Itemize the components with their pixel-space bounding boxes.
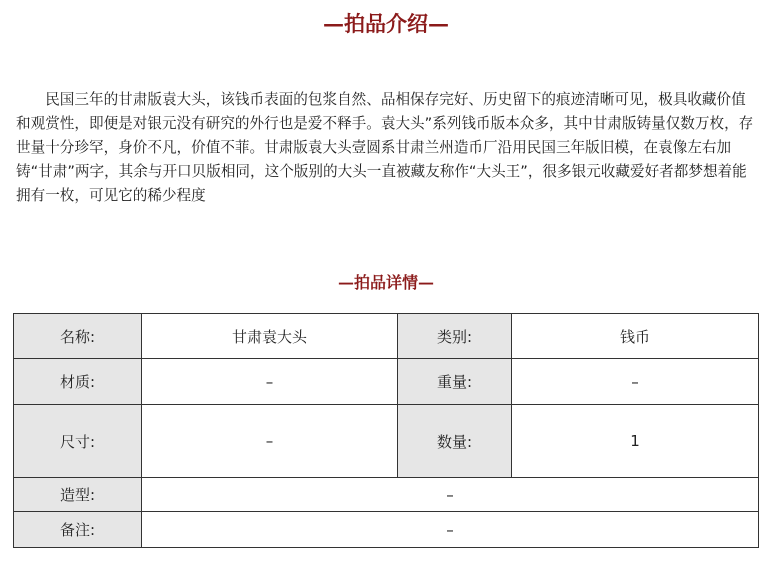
notes-label: 备注: — [14, 512, 142, 548]
shape-value: – — [142, 478, 759, 512]
weight-label: 重量: — [398, 359, 512, 405]
table-row — [14, 359, 759, 405]
quantity-label: 数量: — [398, 405, 512, 478]
size-value: – — [142, 405, 398, 478]
details-section-title: —拍品详情— — [337, 273, 434, 292]
table-row — [14, 314, 759, 359]
material-value: – — [142, 359, 398, 405]
category-value: 钱币 — [512, 314, 759, 359]
table-row — [14, 512, 759, 548]
intro-section-title: —拍品介绍— — [323, 11, 449, 36]
notes-value: – — [142, 512, 759, 548]
table-row — [14, 478, 759, 512]
quantity-value: 1 — [512, 405, 759, 478]
name-label: 名称: — [14, 314, 142, 359]
size-label: 尺寸: — [14, 405, 142, 478]
category-label: 类别: — [398, 314, 512, 359]
details-table — [13, 313, 759, 548]
weight-value: – — [512, 359, 759, 405]
intro-paragraph: 民国三年的甘肃版袁大头，该钱币表面的包浆自然、品相保存完好、历史留下的痕迹清晰可见，极具收藏价值和观赏性，即便是对银元没有研究的外行也是爱不释手。袁大头”系列钱币版本众多，其中甘肃版铸量仅数万枚，存世量十分珍罕，身价不凡，价值不菲。甘肃版袁大头壹圆系甘肃兰州造币厂沿用民国三年版旧模，在袁像左右加铸“甘肃”两字，其余与开口贝版相同，这个版别的大头一直被藏友称作“大头王”，很多银元收藏爱好者都梦想着能拥有一枚，可见它的稀少程度 — [16, 91, 754, 204]
table-row — [14, 405, 759, 478]
material-label: 材质: — [14, 359, 142, 405]
shape-label: 造型: — [14, 478, 142, 512]
name-value: 甘肃袁大头 — [142, 314, 398, 359]
